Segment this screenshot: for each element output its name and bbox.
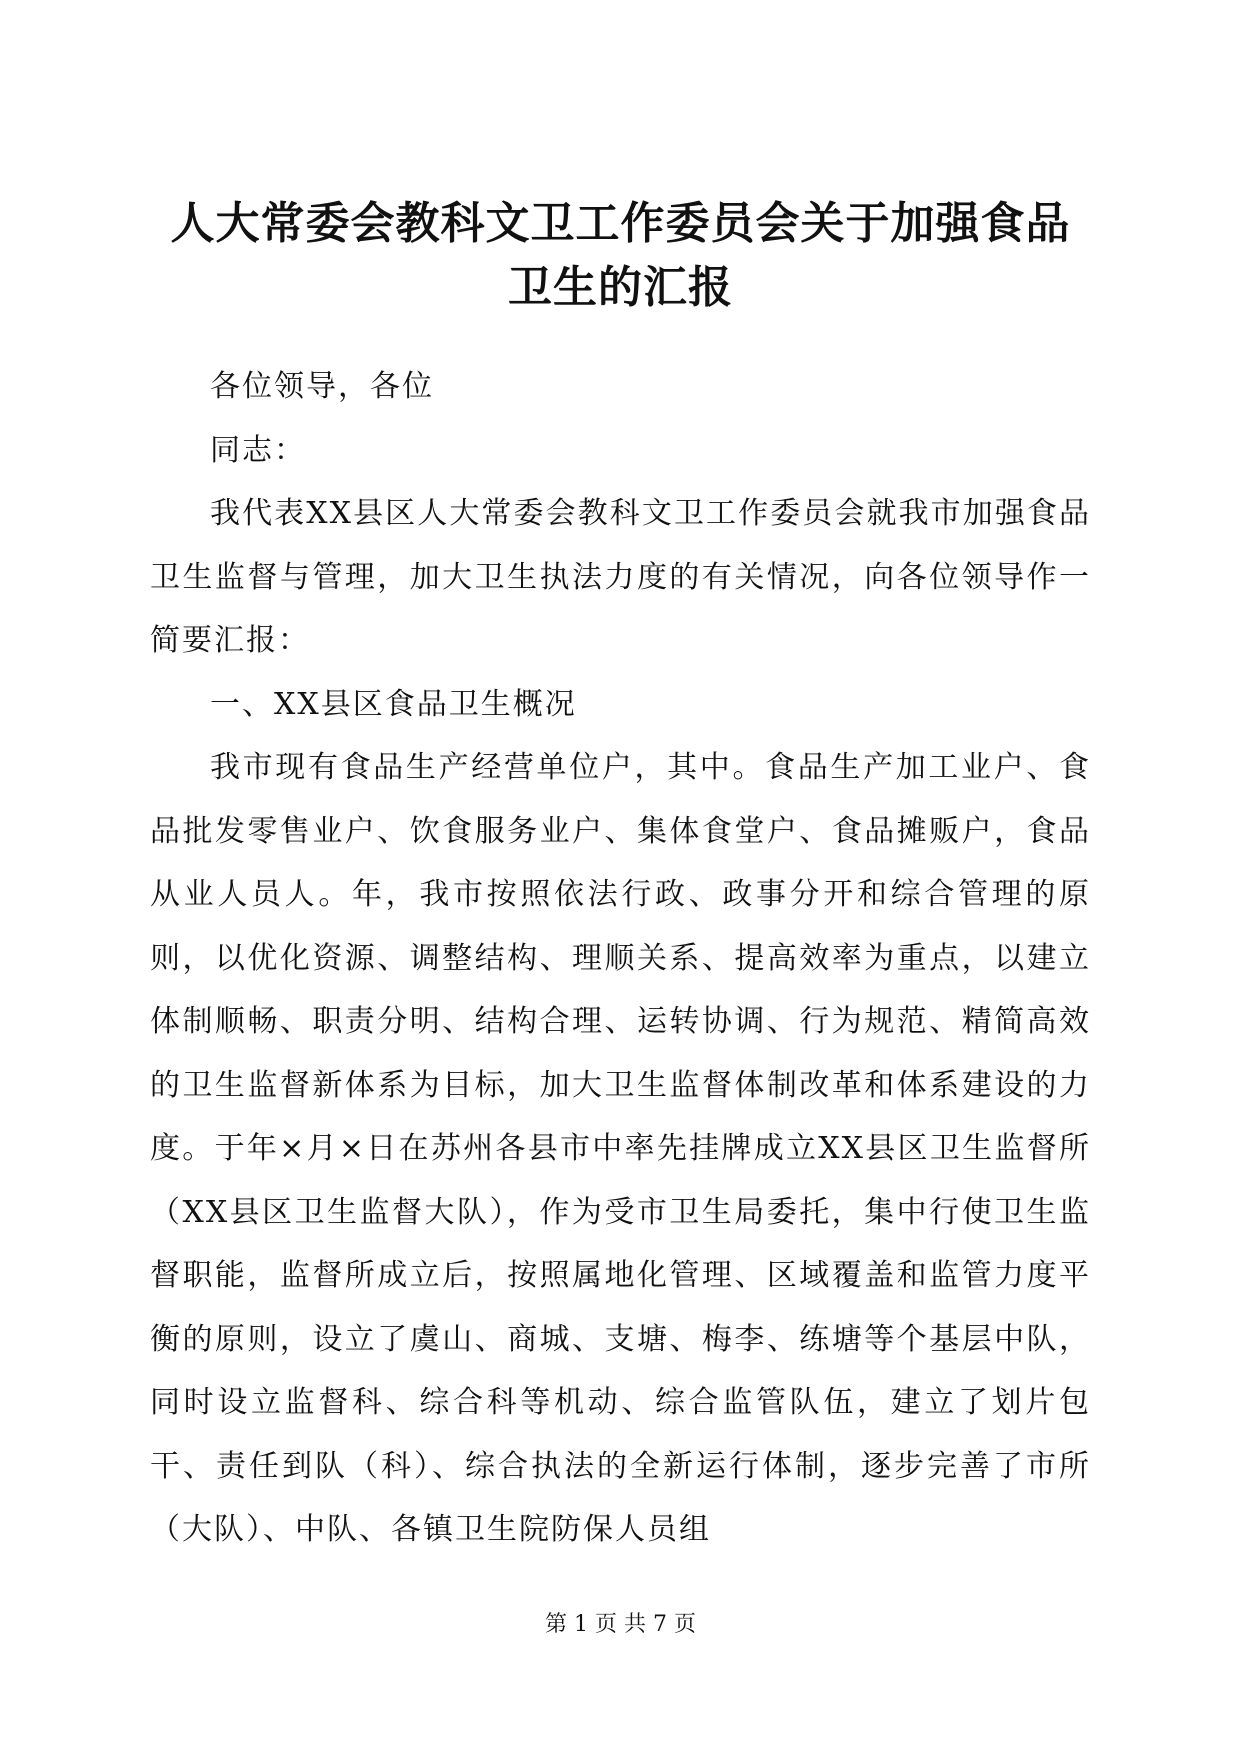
intro-paragraph: 我代表XX县区人大常委会教科文卫工作委员会就我市加强食品卫生监督与管理，加大卫生执法力度的有关情况，向各位领导作一简要汇报：	[150, 496, 1091, 658]
salutation-line-1: 各位领导，各位	[210, 369, 434, 404]
page-footer: 第 1 页 共 7 页	[545, 1612, 696, 1637]
document-title: 人大常委会教科文卫工作委员会关于加强食品卫生的汇报	[170, 198, 1071, 313]
document-body	[150, 355, 1091, 1562]
section-heading-1: 一、XX县区食品卫生概况	[210, 686, 577, 722]
body-paragraph-1: 我市现有食品生产经营单位户，其中。食品生产加工业户、食品批发零售业户、饮食服务业户、集体食堂户、食品摊贩户，食品从业人员人。年，我市按照依法行政、政事分开和综合管理的原则，以优化资源、调整结构、理顺关系、提高效率为重点，以建立体制顺畅、职责分明、结构合理、运转协调、行为规范、精简高效的卫生监督新体系为目标，加大卫生监督体制改革和体系建设的力度。于年×月×日在苏州各县市中率先挂牌成立XX县区卫生监督所（XX县区卫生监督大队），作为受市卫生局委托，集中行使卫生监督职能，监督所成立后，按照属地化管理、区域覆盖和监管力度平衡的原则，设立了虞山、商城、支塘、梅李、练塘等个基层中队，同时设立监督科、综合科等机动、综合监管队伍，建立了划片包干、责任到队（科）、综合执法的全新运行体制，逐步完善了市所（大队）、中队、各镇卫生院防保人员组	[150, 750, 1091, 1547]
salutation-line-2: 同志：	[210, 432, 306, 468]
